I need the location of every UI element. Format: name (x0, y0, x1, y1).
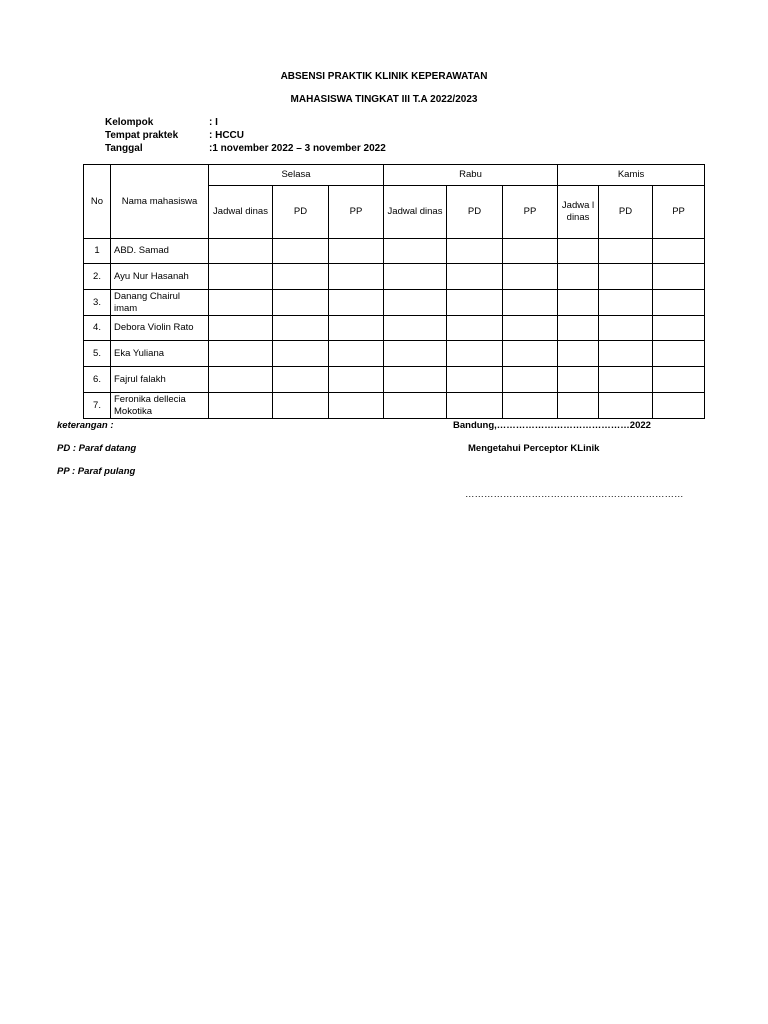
cell-kamis-pp[interactable] (653, 264, 705, 290)
header-pd-selasa: PD (273, 186, 329, 239)
header-name: Nama mahasiswa (111, 165, 209, 239)
cell-rabu-pp[interactable] (503, 367, 558, 393)
table-row (84, 393, 705, 419)
cell-selasa-jadwal[interactable] (209, 367, 273, 393)
cell-selasa-pp[interactable] (329, 393, 384, 419)
row-name: Danang Chairul imam (111, 290, 209, 316)
cell-kamis-pp[interactable] (653, 367, 705, 393)
signature-place-date: Bandung,……………………………………2022 (453, 420, 651, 431)
cell-rabu-pd[interactable] (447, 290, 503, 316)
cell-kamis-pd[interactable] (599, 290, 653, 316)
cell-selasa-pp[interactable] (329, 341, 384, 367)
header-pp-kamis: PP (653, 186, 705, 239)
cell-rabu-jadwal[interactable] (384, 316, 447, 341)
cell-kamis-jadwal[interactable] (558, 316, 599, 341)
cell-kamis-pd[interactable] (599, 264, 653, 290)
cell-kamis-jadwal[interactable] (558, 393, 599, 419)
row-name: Eka Yuliana (111, 341, 209, 367)
cell-selasa-pd[interactable] (273, 290, 329, 316)
table-row (84, 290, 705, 316)
header-jadwal-rabu: Jadwal dinas (384, 186, 447, 239)
cell-kamis-jadwal[interactable] (558, 264, 599, 290)
header-pp-rabu: PP (503, 186, 558, 239)
cell-kamis-pp[interactable] (653, 341, 705, 367)
row-no: 7. (84, 393, 111, 419)
table-row (84, 239, 705, 264)
cell-selasa-pd[interactable] (273, 393, 329, 419)
attendance-table (83, 164, 705, 419)
cell-kamis-pd[interactable] (599, 367, 653, 393)
cell-kamis-pd[interactable] (599, 393, 653, 419)
meta-label-kelompok: Kelompok (105, 117, 154, 128)
cell-rabu-pp[interactable] (503, 290, 558, 316)
row-name: ABD. Samad (111, 239, 209, 264)
cell-rabu-jadwal[interactable] (384, 290, 447, 316)
cell-selasa-pp[interactable] (329, 316, 384, 341)
row-name: Ayu Nur Hasanah (111, 264, 209, 290)
cell-selasa-pp[interactable] (329, 239, 384, 264)
cell-kamis-pp[interactable] (653, 290, 705, 316)
cell-kamis-pd[interactable] (599, 316, 653, 341)
cell-rabu-pp[interactable] (503, 393, 558, 419)
cell-selasa-pd[interactable] (273, 239, 329, 264)
cell-rabu-pd[interactable] (447, 341, 503, 367)
cell-kamis-jadwal[interactable] (558, 239, 599, 264)
cell-rabu-pd[interactable] (447, 367, 503, 393)
header-pp-selasa: PP (329, 186, 384, 239)
meta-label-tanggal: Tanggal (105, 143, 143, 154)
cell-selasa-jadwal[interactable] (209, 341, 273, 367)
cell-selasa-pp[interactable] (329, 367, 384, 393)
cell-selasa-pd[interactable] (273, 264, 329, 290)
cell-kamis-jadwal[interactable] (558, 341, 599, 367)
row-no: 1 (84, 239, 111, 264)
cell-rabu-pp[interactable] (503, 341, 558, 367)
cell-rabu-jadwal[interactable] (384, 341, 447, 367)
header-jadwal-kamis: Jadwa l dinas (558, 186, 599, 239)
cell-rabu-pp[interactable] (503, 316, 558, 341)
cell-kamis-pp[interactable] (653, 393, 705, 419)
cell-rabu-pd[interactable] (447, 316, 503, 341)
cell-selasa-jadwal[interactable] (209, 290, 273, 316)
header-day-selasa: Selasa (209, 165, 384, 186)
cell-selasa-pd[interactable] (273, 367, 329, 393)
signature-role: Mengetahui Perceptor KLinik (468, 443, 600, 454)
table-row (84, 367, 705, 393)
header-day-kamis: Kamis (558, 165, 705, 186)
cell-selasa-jadwal[interactable] (209, 316, 273, 341)
header-no: No (84, 165, 111, 239)
cell-rabu-pp[interactable] (503, 264, 558, 290)
cell-selasa-pp[interactable] (329, 264, 384, 290)
document-title: ABSENSI PRAKTIK KLINIK KEPERAWATAN (280, 71, 488, 82)
row-name: Fajrul falakh (111, 367, 209, 393)
cell-kamis-pp[interactable] (653, 239, 705, 264)
cell-kamis-jadwal[interactable] (558, 290, 599, 316)
cell-rabu-pd[interactable] (447, 393, 503, 419)
header-jadwal-selasa: Jadwal dinas (209, 186, 273, 239)
cell-selasa-jadwal[interactable] (209, 264, 273, 290)
row-no: 5. (84, 341, 111, 367)
row-name: Debora Violin Rato (111, 316, 209, 341)
row-no: 2. (84, 264, 111, 290)
cell-selasa-pd[interactable] (273, 341, 329, 367)
cell-selasa-pd[interactable] (273, 316, 329, 341)
cell-rabu-jadwal[interactable] (384, 239, 447, 264)
row-no: 4. (84, 316, 111, 341)
table-row (84, 264, 705, 290)
table-row (84, 316, 705, 341)
cell-rabu-pp[interactable] (503, 239, 558, 264)
document-subtitle: MAHASISWA TINGKAT III T.A 2022/2023 (290, 94, 478, 105)
header-pd-kamis: PD (599, 186, 653, 239)
signature-line: …………………………………………………………… (465, 489, 684, 500)
row-no: 6. (84, 367, 111, 393)
meta-value-kelompok: : I (209, 117, 218, 128)
cell-rabu-pd[interactable] (447, 239, 503, 264)
meta-value-tempat: : HCCU (209, 130, 244, 141)
meta-label-tempat: Tempat praktek (105, 130, 179, 141)
cell-rabu-jadwal[interactable] (384, 367, 447, 393)
cell-rabu-pd[interactable] (447, 264, 503, 290)
header-pd-rabu: PD (447, 186, 503, 239)
meta-value-tanggal: :1 november 2022 – 3 november 2022 (209, 143, 386, 154)
cell-kamis-jadwal[interactable] (558, 367, 599, 393)
note-pp: PP : Paraf pulang (57, 466, 136, 477)
row-no: 3. (84, 290, 111, 316)
notes-heading: keterangan : (57, 420, 114, 431)
cell-kamis-pd[interactable] (599, 341, 653, 367)
cell-selasa-jadwal[interactable] (209, 393, 273, 419)
cell-rabu-jadwal[interactable] (384, 264, 447, 290)
table-row (84, 341, 705, 367)
header-day-rabu: Rabu (384, 165, 558, 186)
cell-rabu-jadwal[interactable] (384, 393, 447, 419)
cell-selasa-pp[interactable] (329, 290, 384, 316)
row-name: Feronika dellecia Mokotika (111, 393, 209, 419)
cell-selasa-jadwal[interactable] (209, 239, 273, 264)
note-pd: PD : Paraf datang (57, 443, 137, 454)
cell-kamis-pp[interactable] (653, 316, 705, 341)
cell-kamis-pd[interactable] (599, 239, 653, 264)
